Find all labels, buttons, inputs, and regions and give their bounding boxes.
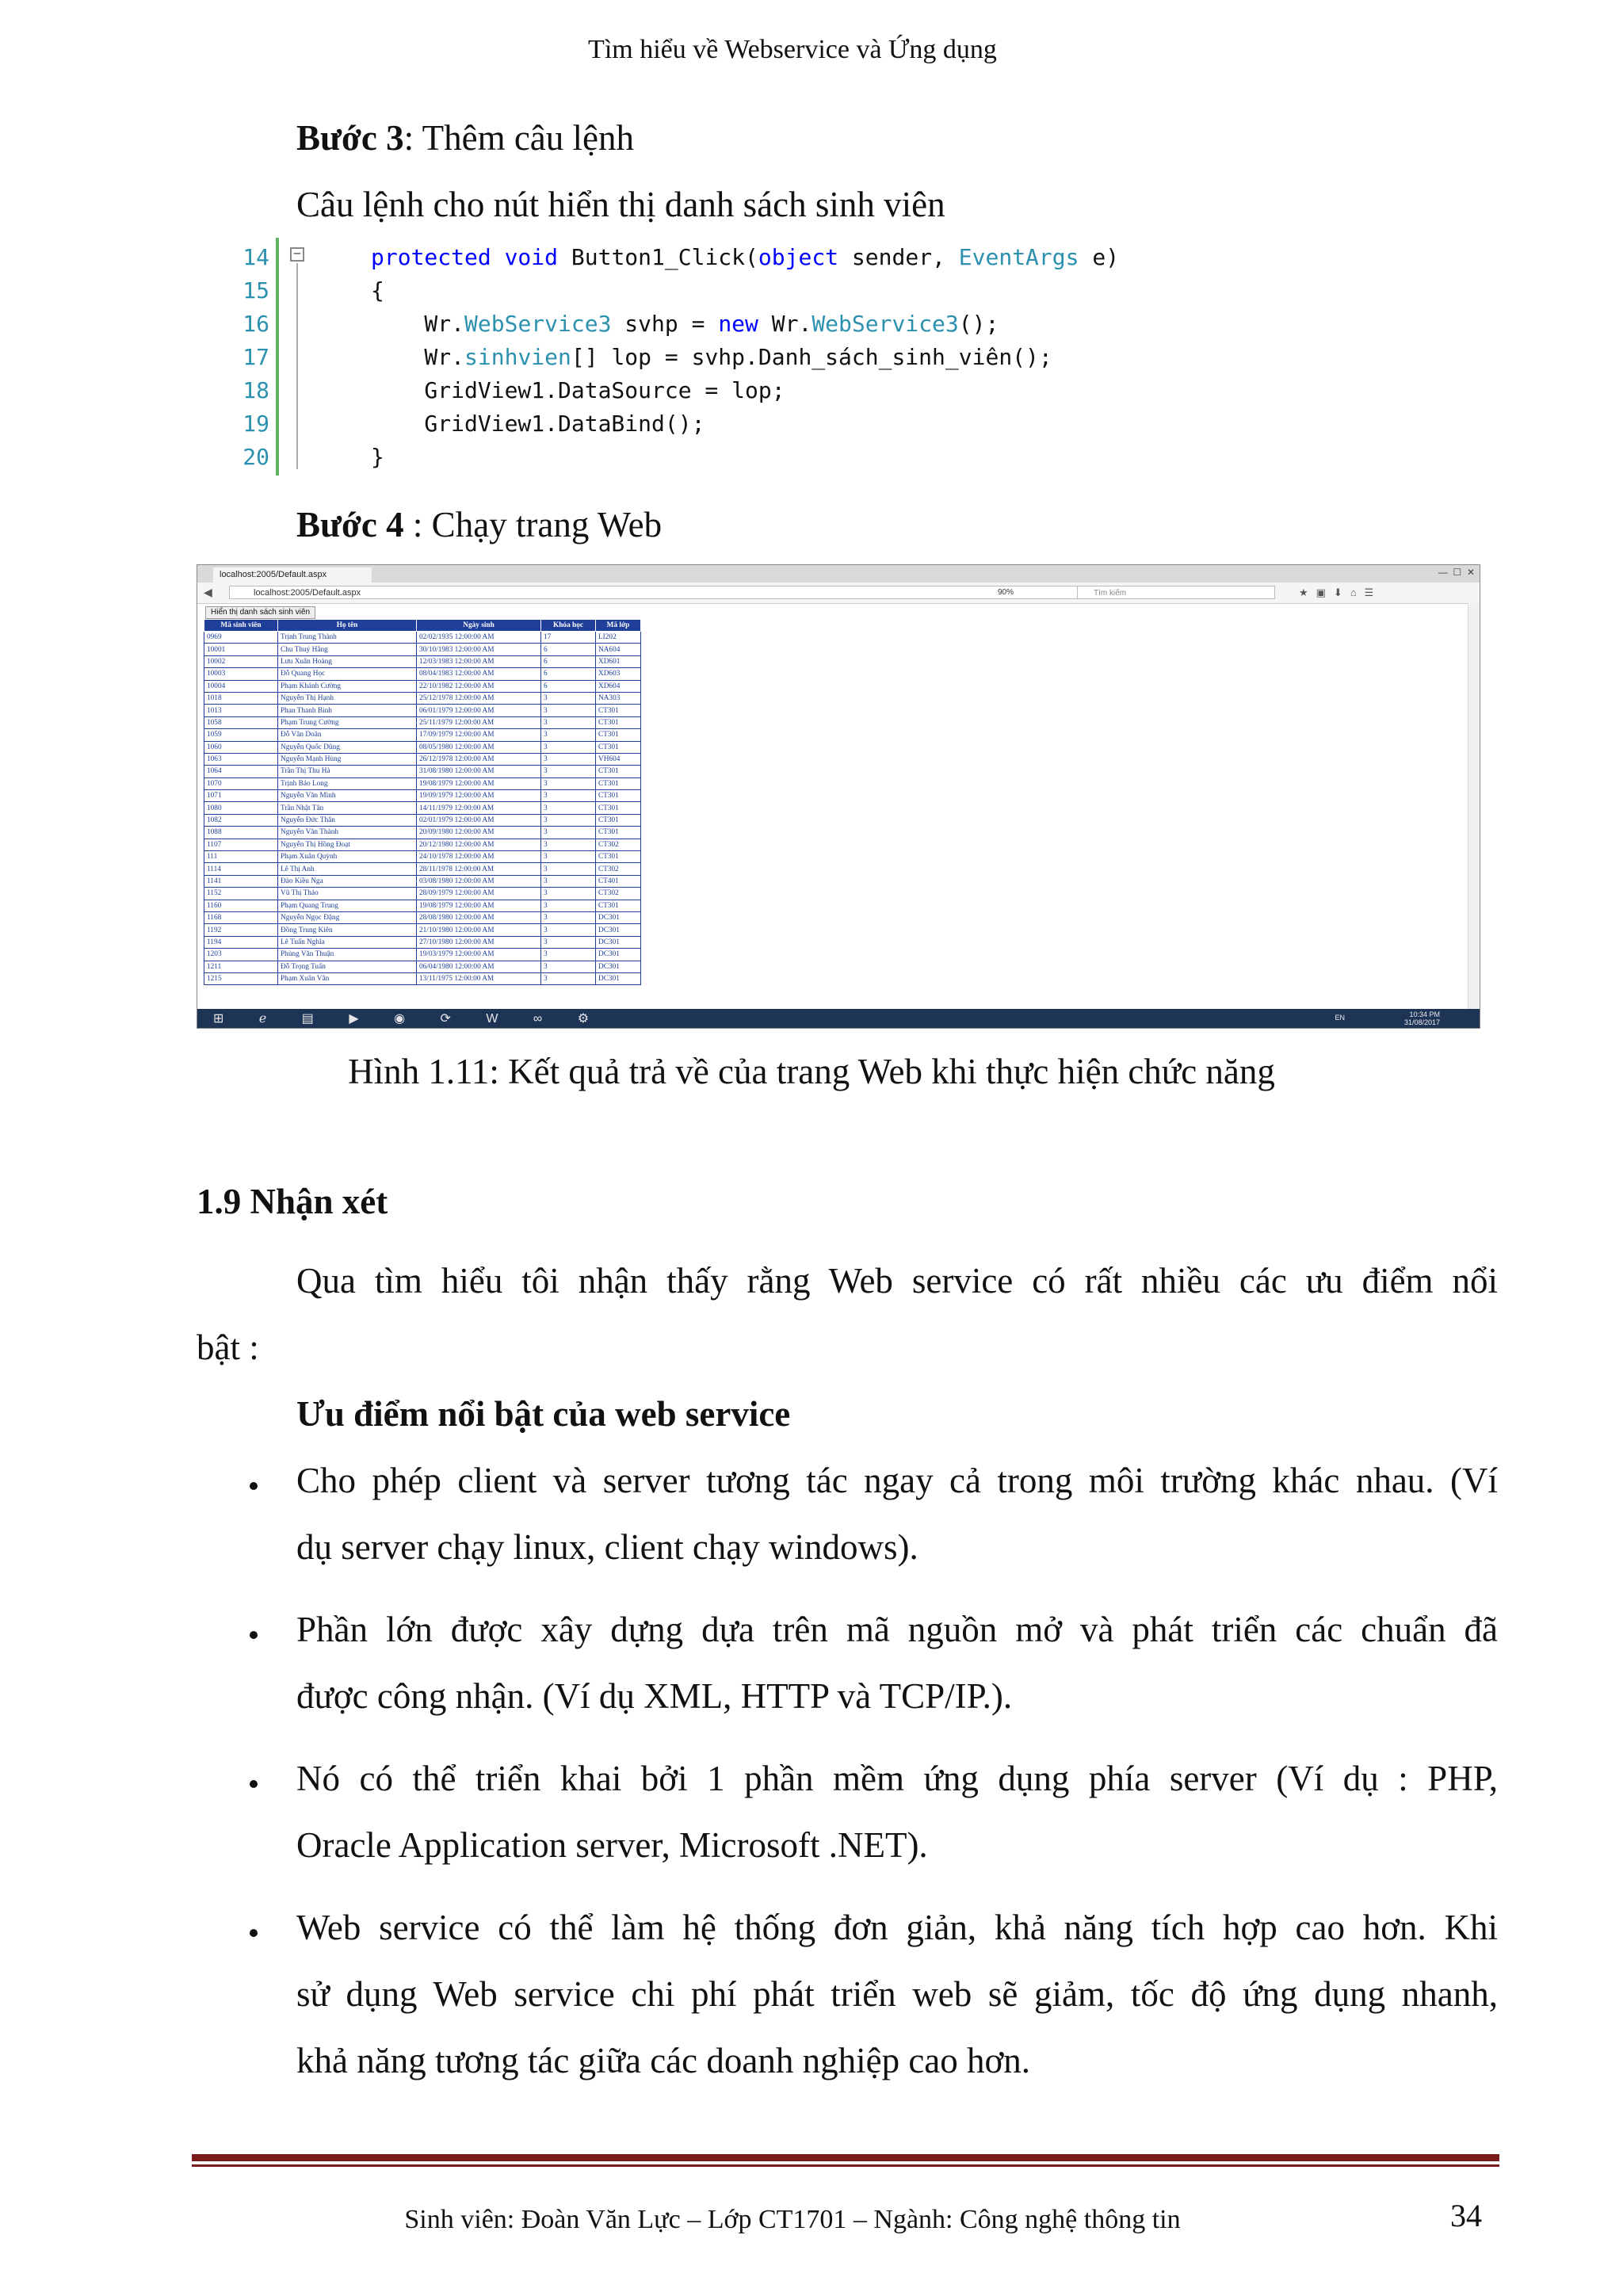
- table-cell: 25/12/1978 12:00:00 AM: [417, 692, 541, 704]
- section-title: 1.9 Nhận xét: [197, 1182, 388, 1221]
- nav-bar: [197, 583, 1480, 604]
- table-cell: Đồng Trung Kiên: [278, 924, 417, 936]
- table-row: [204, 814, 641, 826]
- table-cell: DC301: [596, 936, 641, 948]
- table-row: [204, 777, 641, 789]
- step4-heading: [296, 491, 662, 558]
- back-icon[interactable]: ◀: [204, 586, 212, 598]
- column-header: Mã sinh viên: [204, 620, 278, 632]
- table-cell: 1059: [204, 729, 278, 741]
- table-cell: 12/03/1983 12:00:00 AM: [417, 655, 541, 667]
- bullet-icon: [250, 1631, 258, 1639]
- bullet-2-line-1: Phần lớn được xây dựng dựa trên mã nguồn mở và phát triển các chuẩn đã: [296, 1610, 1498, 1649]
- table-cell: 19/09/1979 12:00:00 AM: [417, 790, 541, 802]
- table-cell: 3: [541, 790, 596, 802]
- table-cell: 1141: [204, 875, 278, 887]
- footer-divider-thick: [192, 2154, 1499, 2161]
- table-cell: 19/08/1979 12:00:00 AM: [417, 777, 541, 789]
- table-cell: 13/11/1975 12:00:00 AM: [417, 972, 541, 984]
- column-header: Ngày sinh: [417, 620, 541, 632]
- table-cell: 3: [541, 900, 596, 911]
- table-row: [204, 851, 641, 863]
- table-cell: 27/10/1980 12:00:00 AM: [417, 936, 541, 948]
- table-cell: 1080: [204, 802, 278, 814]
- table-cell: Phạm Trung Cường: [278, 716, 417, 728]
- table-row: [204, 936, 641, 948]
- vertical-scrollbar[interactable]: [1468, 603, 1480, 1010]
- table-cell: 03/08/1980 12:00:00 AM: [417, 875, 541, 887]
- table-row: [204, 924, 641, 936]
- table-cell: 1071: [204, 790, 278, 802]
- table-cell: 3: [541, 814, 596, 826]
- table-row: [204, 790, 641, 802]
- table-cell: 1064: [204, 766, 278, 777]
- table-cell: DC301: [596, 949, 641, 961]
- step3-label: Bước 3: [296, 118, 404, 158]
- bullet-4-line-1: Web service có thể làm hệ thống đơn giản, khả năng tích hợp cao hơn. Khi: [296, 1908, 1498, 1947]
- table-cell: 3: [541, 961, 596, 972]
- step4-label: Bước 4: [296, 505, 404, 544]
- table-cell: CT302: [596, 863, 641, 875]
- bullet-icon: [250, 1482, 258, 1490]
- table-cell: 10001: [204, 644, 278, 655]
- table-cell: CT301: [596, 827, 641, 839]
- table-cell: 1152: [204, 888, 278, 900]
- collapse-icon[interactable]: −: [290, 247, 304, 262]
- table-cell: 20/12/1980 12:00:00 AM: [417, 839, 541, 850]
- table-cell: Đào Kiều Nga: [278, 875, 417, 887]
- table-cell: Nguyễn Văn Thành: [278, 827, 417, 839]
- table-cell: 1160: [204, 900, 278, 911]
- change-marker: [276, 238, 279, 476]
- table-cell: 3: [541, 863, 596, 875]
- table-cell: 3: [541, 888, 596, 900]
- table-cell: 08/05/1980 12:00:00 AM: [417, 741, 541, 753]
- figure-caption: Hình 1.11: Kết quả trả về của trang Web khi thực hiện chức năng: [348, 1052, 1275, 1091]
- table-cell: 1013: [204, 705, 278, 716]
- table-row: [204, 632, 641, 644]
- table-cell: DC301: [596, 911, 641, 923]
- table-row: [204, 900, 641, 911]
- step3-text: : Thêm câu lệnh: [403, 118, 634, 158]
- table-cell: 3: [541, 875, 596, 887]
- table-cell: 10003: [204, 668, 278, 680]
- search-input[interactable]: Tìm kiếm: [1077, 586, 1275, 599]
- table-cell: Nguyễn Đức Thân: [278, 814, 417, 826]
- table-cell: 1082: [204, 814, 278, 826]
- table-row: [204, 911, 641, 923]
- table-row: [204, 668, 641, 680]
- table-row: [204, 753, 641, 765]
- table-cell: 6: [541, 655, 596, 667]
- address-bar[interactable]: localhost:2005/Default.aspx: [229, 586, 1180, 599]
- browser-screenshot: [197, 564, 1480, 1029]
- table-row: [204, 888, 641, 900]
- browser-tab[interactable]: localhost:2005/Default.aspx: [213, 567, 372, 583]
- table-cell: 02/01/1979 12:00:00 AM: [417, 814, 541, 826]
- table-cell: 19/08/1979 12:00:00 AM: [417, 900, 541, 911]
- table-cell: 1215: [204, 972, 278, 984]
- table-cell: 28/09/1979 12:00:00 AM: [417, 888, 541, 900]
- table-cell: 3: [541, 802, 596, 814]
- table-cell: 3: [541, 741, 596, 753]
- table-cell: 6: [541, 668, 596, 680]
- table-row: [204, 839, 641, 850]
- table-cell: 3: [541, 936, 596, 948]
- table-cell: 0969: [204, 632, 278, 644]
- table-row: [204, 827, 641, 839]
- bullet-1-line-1: Cho phép client và server tương tác ngay cả trong môi trường khác nhau. (Ví: [296, 1461, 1498, 1500]
- table-cell: CT401: [596, 875, 641, 887]
- table-cell: NA604: [596, 644, 641, 655]
- bullet-1-line-2: dụ server chạy linux, client chạy windows).: [296, 1527, 918, 1567]
- table-cell: Trần Nhật Tân: [278, 802, 417, 814]
- table-cell: 3: [541, 839, 596, 850]
- table-cell: 3: [541, 851, 596, 863]
- table-cell: CT301: [596, 790, 641, 802]
- table-cell: 19/03/1979 12:00:00 AM: [417, 949, 541, 961]
- table-cell: 6: [541, 680, 596, 692]
- table-cell: CT301: [596, 851, 641, 863]
- clock-date: 31/08/2017: [1403, 1018, 1440, 1026]
- taskbar-clock[interactable]: [1404, 1010, 1440, 1026]
- table-cell: 6: [541, 644, 596, 655]
- table-cell: Lưu Xuân Hoàng: [278, 655, 417, 667]
- table-cell: CT302: [596, 839, 641, 850]
- table-row: [204, 705, 641, 716]
- tab-bar: [197, 565, 1480, 583]
- table-cell: 3: [541, 753, 596, 765]
- zoom-level[interactable]: 90%: [998, 588, 1014, 597]
- table-cell: NA303: [596, 692, 641, 704]
- table-cell: 17/09/1979 12:00:00 AM: [417, 729, 541, 741]
- column-header: Mã lớp: [596, 620, 641, 632]
- students-grid: [204, 619, 641, 985]
- table-cell: 1114: [204, 863, 278, 875]
- table-row: [204, 655, 641, 667]
- table-cell: 3: [541, 911, 596, 923]
- table-cell: Lê Tuấn Nghĩa: [278, 936, 417, 948]
- table-cell: 30/10/1983 12:00:00 AM: [417, 644, 541, 655]
- table-cell: 3: [541, 777, 596, 789]
- table-cell: 08/04/1983 12:00:00 AM: [417, 668, 541, 680]
- table-cell: Vũ Thị Thảo: [278, 888, 417, 900]
- table-cell: Nguyễn Mạnh Hùng: [278, 753, 417, 765]
- table-cell: Lê Thị Anh: [278, 863, 417, 875]
- table-cell: 3: [541, 716, 596, 728]
- intro-line-1: Qua tìm hiểu tôi nhận thấy rằng Web service có rất nhiều các ưu điểm nổi: [296, 1261, 1498, 1301]
- bullet-3-line-1: Nó có thể triển khai bởi 1 phần mềm ứng dụng phía server (Ví dụ : PHP,: [296, 1759, 1498, 1798]
- code-line: GridView1.DataBind();: [371, 411, 705, 437]
- table-cell: Trịnh Bảo Long: [278, 777, 417, 789]
- table-cell: 06/01/1979 12:00:00 AM: [417, 705, 541, 716]
- show-students-button[interactable]: Hiển thị danh sách sinh viên: [205, 606, 315, 619]
- window-controls-icon[interactable]: — ☐ ✕: [1438, 567, 1475, 578]
- table-row: [204, 875, 641, 887]
- table-cell: 111: [204, 851, 278, 863]
- table-cell: CT301: [596, 741, 641, 753]
- table-cell: 26/12/1978 12:00:00 AM: [417, 753, 541, 765]
- page-footer: Sinh viên: Đoàn Văn Lực – Lớp CT1701 – Ngành: Công nghệ thông tin: [404, 2205, 1181, 2234]
- table-row: [204, 729, 641, 741]
- table-cell: CT302: [596, 888, 641, 900]
- language-indicator[interactable]: EN: [1335, 1014, 1345, 1022]
- table-row: [204, 766, 641, 777]
- table-cell: CT301: [596, 802, 641, 814]
- fold-guide: [296, 263, 298, 469]
- line-number: 18: [242, 377, 269, 403]
- code-line: }: [371, 444, 384, 470]
- code-line-get-list: Wr.sinhvien[] lop = svhp.Danh_sách_sinh_viên();: [371, 344, 1052, 370]
- table-cell: 1058: [204, 716, 278, 728]
- table-cell: 25/11/1979 12:00:00 AM: [417, 716, 541, 728]
- table-row: [204, 972, 641, 984]
- table-cell: 1192: [204, 924, 278, 936]
- table-cell: Phùng Văn Thuận: [278, 949, 417, 961]
- step3-description: Câu lệnh cho nút hiển thị danh sách sinh viên: [296, 185, 945, 224]
- table-cell: 3: [541, 692, 596, 704]
- table-cell: Nguyễn Thị Hạnh: [278, 692, 417, 704]
- table-cell: 3: [541, 924, 596, 936]
- table-row: [204, 680, 641, 692]
- step4-text: : Chạy trang Web: [403, 505, 663, 544]
- table-cell: Phạm Xuân Vân: [278, 972, 417, 984]
- table-cell: Trần Thị Thu Hà: [278, 766, 417, 777]
- step3-heading: [296, 105, 634, 171]
- code-line-new-service: Wr.WebService3 svhp = new Wr.WebService3();: [371, 311, 999, 337]
- table-cell: Phạm Xuân Quỳnh: [278, 851, 417, 863]
- table-cell: Đỗ Văn Doãn: [278, 729, 417, 741]
- table-cell: CT301: [596, 716, 641, 728]
- table-cell: LI202: [596, 632, 641, 644]
- table-cell: 1018: [204, 692, 278, 704]
- code-line: GridView1.DataSource = lop;: [371, 377, 785, 403]
- table-cell: CT301: [596, 766, 641, 777]
- table-cell: 31/08/1980 12:00:00 AM: [417, 766, 541, 777]
- table-cell: Phạm Khánh Cường: [278, 680, 417, 692]
- advantages-title: Ưu điểm nổi bật của web service: [296, 1394, 791, 1434]
- table-cell: Nguyễn Quốc Dũng: [278, 741, 417, 753]
- bullet-3-line-2: Oracle Application server, Microsoft .NET).: [296, 1825, 928, 1865]
- intro-line-2: bật :: [197, 1328, 259, 1367]
- table-header-row: [204, 620, 641, 632]
- table-cell: Chu Thuý Hằng: [278, 644, 417, 655]
- table-cell: CT301: [596, 814, 641, 826]
- code-gutter: [197, 238, 276, 476]
- table-cell: 28/08/1980 12:00:00 AM: [417, 911, 541, 923]
- table-cell: 3: [541, 972, 596, 984]
- table-cell: 3: [541, 766, 596, 777]
- table-cell: Nguyễn Văn Minh: [278, 790, 417, 802]
- table-cell: 1168: [204, 911, 278, 923]
- code-block: [197, 238, 1480, 476]
- table-cell: 24/10/1978 12:00:00 AM: [417, 851, 541, 863]
- code-line-method-signature: protected void Button1_Click(object sender, EventArgs e): [371, 244, 1120, 270]
- table-row: [204, 741, 641, 753]
- footer-divider-thin: [192, 2164, 1499, 2167]
- table-cell: Phạm Quang Trung: [278, 900, 417, 911]
- table-cell: 1088: [204, 827, 278, 839]
- table-cell: 20/09/1980 12:00:00 AM: [417, 827, 541, 839]
- page-number: 34: [1450, 2198, 1482, 2233]
- line-number: 15: [242, 277, 269, 304]
- table-cell: CT301: [596, 729, 641, 741]
- table-cell: DC301: [596, 961, 641, 972]
- table-cell: 14/11/1979 12:00:00 AM: [417, 802, 541, 814]
- table-cell: Phan Thanh Bình: [278, 705, 417, 716]
- bullet-icon: [250, 1780, 258, 1788]
- line-number: 19: [242, 411, 269, 437]
- table-cell: 28/11/1978 12:00:00 AM: [417, 863, 541, 875]
- table-cell: 3: [541, 729, 596, 741]
- table-cell: Nguyễn Ngọc Đặng: [278, 911, 417, 923]
- taskbar-app-icons[interactable]: ⊞ ℯ ▤ ▶ ◉ ⟳ W ∞ ⚙: [213, 1012, 605, 1026]
- table-cell: 10004: [204, 680, 278, 692]
- table-row: [204, 692, 641, 704]
- table-cell: 10002: [204, 655, 278, 667]
- table-cell: Đỗ Trọng Tuấn: [278, 961, 417, 972]
- toolbar-icons[interactable]: ★▣⬇⌂☰: [1299, 586, 1382, 598]
- table-row: [204, 802, 641, 814]
- table-cell: Trịnh Trung Thành: [278, 632, 417, 644]
- table-row: [204, 961, 641, 972]
- table-cell: 22/10/1982 12:00:00 AM: [417, 680, 541, 692]
- line-number: 16: [242, 311, 269, 337]
- bullet-4-line-3: khả năng tương tác giữa các doanh nghiệp cao hơn.: [296, 2041, 1031, 2080]
- table-cell: 1060: [204, 741, 278, 753]
- table-cell: XD603: [596, 668, 641, 680]
- table-cell: 02/02/1935 12:00:00 AM: [417, 632, 541, 644]
- table-cell: CT301: [596, 705, 641, 716]
- table-cell: XD604: [596, 680, 641, 692]
- table-cell: 21/10/1980 12:00:00 AM: [417, 924, 541, 936]
- clock-time: 10:34 PM: [1409, 1010, 1440, 1018]
- code-line: {: [371, 277, 384, 304]
- table-row: [204, 716, 641, 728]
- table-cell: 1063: [204, 753, 278, 765]
- table-cell: 3: [541, 705, 596, 716]
- table-cell: 1203: [204, 949, 278, 961]
- page-header: Tìm hiểu về Webservice và Ứng dụng: [588, 35, 997, 64]
- bullet-2-line-2: được công nhận. (Ví dụ XML, HTTP và TCP/IP.).: [296, 1676, 1013, 1716]
- line-number: 17: [242, 344, 269, 370]
- line-number: 20: [242, 444, 269, 470]
- table-cell: 1194: [204, 936, 278, 948]
- table-cell: 3: [541, 949, 596, 961]
- table-cell: 3: [541, 827, 596, 839]
- table-row: [204, 863, 641, 875]
- table-row: [204, 644, 641, 655]
- table-cell: DC301: [596, 924, 641, 936]
- taskbar: [197, 1009, 1480, 1028]
- table-cell: CT301: [596, 900, 641, 911]
- column-header: Họ tên: [278, 620, 417, 632]
- table-cell: 06/04/1980 12:00:00 AM: [417, 961, 541, 972]
- table-cell: XD601: [596, 655, 641, 667]
- table-cell: 1107: [204, 839, 278, 850]
- table-row: [204, 949, 641, 961]
- table-cell: Đỗ Quang Học: [278, 668, 417, 680]
- bullet-icon: [250, 1929, 258, 1937]
- table-cell: 1070: [204, 777, 278, 789]
- table-cell: 17: [541, 632, 596, 644]
- table-cell: DC301: [596, 972, 641, 984]
- table-cell: CT301: [596, 777, 641, 789]
- bullet-4-line-2: sử dụng Web service chi phí phát triển web sẽ giảm, tốc độ ứng dụng nhanh,: [296, 1974, 1498, 2014]
- table-cell: 1211: [204, 961, 278, 972]
- line-number: 14: [242, 244, 269, 270]
- table-cell: VH604: [596, 753, 641, 765]
- table-cell: Nguyễn Thị Hồng Đoạt: [278, 839, 417, 850]
- column-header: Khóa học: [541, 620, 596, 632]
